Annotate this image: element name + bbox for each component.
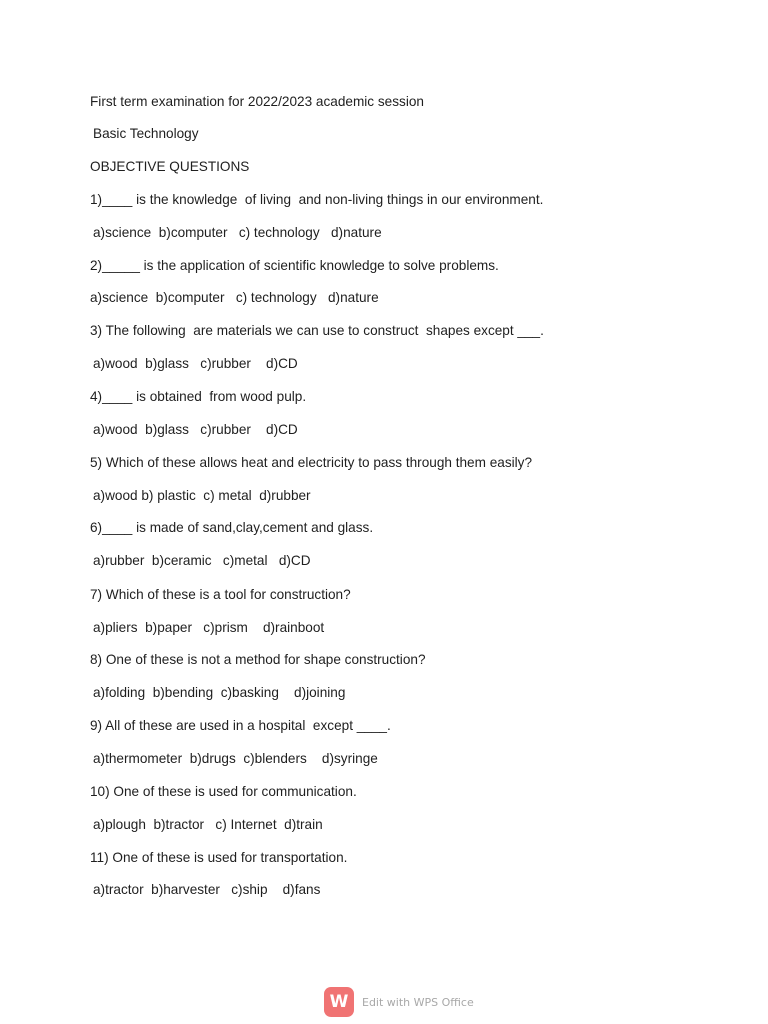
options-9: a)thermometer b)drugs c)blenders d)syringe	[93, 751, 378, 766]
question-1: 1)____ is the knowledge of living and non-living things in our environment.	[90, 192, 544, 207]
wps-footer[interactable]	[324, 986, 474, 1018]
options-4: a)wood b)glass c)rubber d)CD	[93, 422, 298, 437]
options-11: a)tractor b)harvester c)ship d)fans	[93, 882, 321, 897]
options-3: a)wood b)glass c)rubber d)CD	[93, 356, 298, 371]
subject-title: Basic Technology	[93, 126, 199, 141]
exam-header: First term examination for 2022/2023 academic session	[90, 94, 424, 109]
section-title: OBJECTIVE QUESTIONS	[90, 159, 250, 174]
question-11: 11) One of these is used for transportation.	[90, 850, 348, 865]
wps-logo-icon: W	[324, 987, 354, 1017]
options-2: a)science b)computer c) technology d)nature	[90, 290, 379, 305]
options-7: a)pliers b)paper c)prism d)rainboot	[93, 620, 325, 635]
question-9: 9) All of these are used in a hospital except ____.	[90, 718, 391, 733]
options-5: a)wood b) plastic c) metal d)rubber	[93, 488, 311, 503]
question-6: 6)____ is made of sand,clay,cement and glass.	[90, 520, 374, 535]
question-8: 8) One of these is not a method for shape construction?	[90, 652, 426, 667]
question-10: 10) One of these is used for communication.	[90, 784, 357, 799]
options-6: a)rubber b)ceramic c)metal d)CD	[93, 553, 311, 568]
options-1: a)science b)computer c) technology d)nature	[93, 225, 382, 240]
wps-edit-link[interactable]: Edit with WPS Office	[362, 995, 474, 1009]
question-3: 3) The following are materials we can use to construct shapes except ___.	[90, 323, 544, 338]
question-4: 4)____ is obtained from wood pulp.	[90, 389, 307, 404]
options-10: a)plough b)tractor c) Internet d)train	[93, 817, 323, 832]
options-8: a)folding b)bending c)basking d)joining	[93, 685, 346, 700]
question-7: 7) Which of these is a tool for construction?	[90, 587, 351, 602]
question-5: 5) Which of these allows heat and electricity to pass through them easily?	[90, 455, 533, 470]
question-2: 2)_____ is the application of scientific knowledge to solve problems.	[90, 258, 499, 273]
